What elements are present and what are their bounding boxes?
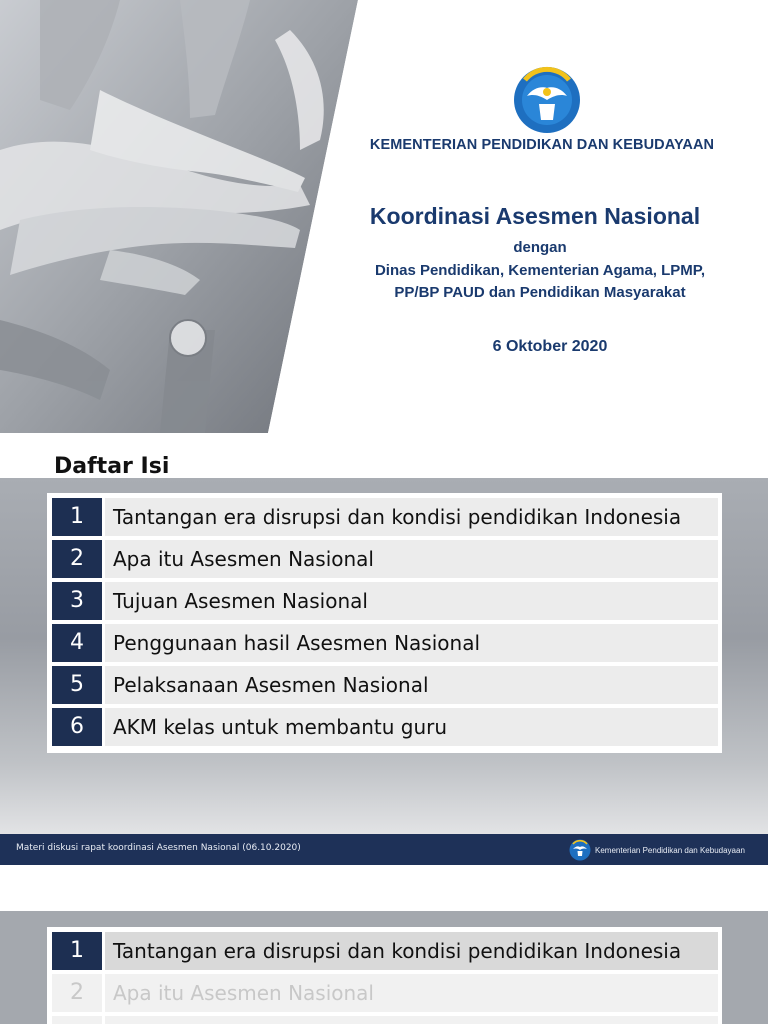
section-item-number: 1	[52, 932, 102, 970]
section-slide	[0, 865, 768, 1024]
toc-item	[52, 666, 718, 704]
toc-item	[52, 582, 718, 620]
tut-wuri-handayani-emblem-icon	[513, 66, 581, 134]
toc-item-label: Pelaksanaan Asesmen Nasional	[105, 666, 718, 704]
toc-list	[47, 493, 722, 753]
toc-item-number: 1	[52, 498, 102, 536]
toc-item	[52, 498, 718, 536]
toc-item	[52, 540, 718, 578]
section-item-label: Tantangan era disrupsi dan kondisi pendidikan Indonesia	[105, 932, 718, 970]
toc-item-label: Tantangan era disrupsi dan kondisi pendidikan Indonesia	[105, 498, 718, 536]
participants-line-1: Dinas Pendidikan, Kementerian Agama, LPMP,	[374, 262, 706, 279]
toc-item-number: 2	[52, 540, 102, 578]
section-item-number: 2	[52, 974, 102, 1012]
toc-slide	[0, 433, 768, 865]
slide-footer	[0, 834, 768, 865]
toc-item-label: AKM kelas untuk membantu guru	[105, 708, 718, 746]
section-list	[47, 927, 722, 1024]
section-item-number	[52, 1016, 102, 1024]
section-item-faded	[52, 1016, 718, 1024]
section-item-label	[105, 1016, 718, 1024]
toc-item	[52, 624, 718, 662]
toc-item-number: 3	[52, 582, 102, 620]
meeting-date: 6 Oktober 2020	[492, 338, 608, 355]
toc-item-number: 6	[52, 708, 102, 746]
toc-item	[52, 708, 718, 746]
ministry-name: KEMENTERIAN PENDIDIKAN DAN KEBUDAYAAN	[369, 137, 715, 153]
participants-line-2: PP/BP PAUD dan Pendidikan Masyarakat	[394, 284, 686, 301]
toc-heading: Daftar Isi	[54, 454, 170, 479]
title-slide	[0, 0, 768, 433]
slide-title: Koordinasi Asesmen Nasional	[369, 203, 701, 229]
toc-item-label: Penggunaan hasil Asesmen Nasional	[105, 624, 718, 662]
footer-caption: Materi diskusi rapat koordinasi Asesmen Nasional (06.10.2020)	[16, 843, 301, 853]
with-text: dengan	[513, 239, 567, 256]
section-item-label: Apa itu Asesmen Nasional	[105, 974, 718, 1012]
toc-item-number: 4	[52, 624, 102, 662]
tut-wuri-handayani-emblem-icon	[569, 839, 591, 861]
section-item-faded	[52, 974, 718, 1012]
section-item-active	[52, 932, 718, 970]
footer-ministry: Kementerian Pendidikan dan Kebudayaan	[595, 846, 745, 855]
toc-item-number: 5	[52, 666, 102, 704]
toc-item-label: Apa itu Asesmen Nasional	[105, 540, 718, 578]
toc-item-label: Tujuan Asesmen Nasional	[105, 582, 718, 620]
